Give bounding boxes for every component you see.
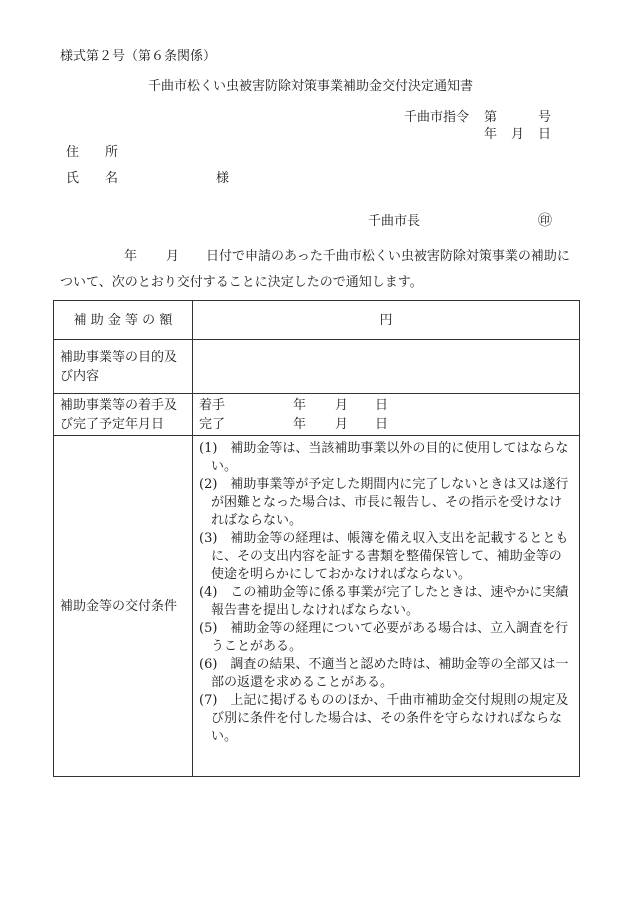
amount-label: 補 助 金 等 の 額 xyxy=(54,301,193,340)
doc-number-go: 号 xyxy=(538,110,552,125)
schedule-row xyxy=(54,394,580,436)
condition-item: (5) 補助金等の経理について必要がある場合は、立入調査を行うことがある。 xyxy=(199,621,569,654)
schedule-end xyxy=(199,415,573,434)
doc-number-issuer: 千曲市指令 xyxy=(404,110,470,125)
end-label: 完了 xyxy=(199,416,226,432)
schedule-start xyxy=(199,396,573,415)
intro-line2: ついて、次のとおり交付することに決定したので通知します。 xyxy=(60,275,423,290)
date-month: 月 xyxy=(511,127,525,142)
form-number: 様式第２号（第６条関係） xyxy=(60,49,217,64)
purpose-label: 補助事業等の目的及び内容 xyxy=(54,340,193,394)
intro-month: 月 xyxy=(166,249,180,264)
condition-item: (4) この補助金等に係る事業が完了したときは、速やかに実績報告書を提出しなければならない。 xyxy=(199,585,569,618)
start-month: 月 xyxy=(335,397,349,413)
seal-mark: ㊞ xyxy=(538,213,552,229)
date-day: 日 xyxy=(538,127,552,142)
address-label: 住 所 xyxy=(66,145,119,160)
end-month: 月 xyxy=(335,416,349,432)
conditions-label: 補助金等の交付条件 xyxy=(54,436,193,777)
end-year: 年 xyxy=(293,416,307,432)
date-year: 年 xyxy=(484,127,498,142)
amount-row xyxy=(54,301,580,340)
subsidy-table xyxy=(53,300,580,777)
schedule-value xyxy=(193,394,580,436)
conditions-row xyxy=(54,436,580,777)
purpose-row xyxy=(54,340,580,394)
sender-name: 千曲市長 xyxy=(368,214,421,229)
condition-item: (1) 補助金等は、当該補助事業以外の目的に使用してはならない。 xyxy=(199,441,569,474)
schedule-label: 補助事業等の着手及び完了予定年月日 xyxy=(54,394,193,436)
start-label: 着手 xyxy=(199,397,226,413)
conditions-value xyxy=(193,436,580,777)
document-title: 千曲市松くい虫被害防除対策事業補助金交付決定通知書 xyxy=(148,79,474,94)
name-label: 氏 名 xyxy=(66,171,119,186)
sama-label: 様 xyxy=(216,171,230,186)
condition-item: (3) 補助金等の経理は、帳簿を備え収入支出を記載するとともに、その支出内容を証する書類を整備保管して、補助金等の使途を明らかにしておかなければならない。 xyxy=(199,531,569,582)
intro-line1: 日付で申請のあった千曲市松くい虫被害防除対策事業の補助に xyxy=(206,249,570,264)
start-day: 日 xyxy=(375,397,389,413)
condition-item: (7) 上記に掲げるもののほか、千曲市補助金交付規則の規定及び別に条件を付した場合は、その条件を守らなければならない。 xyxy=(199,693,569,744)
intro-year: 年 xyxy=(124,249,138,264)
end-day: 日 xyxy=(375,416,389,432)
condition-item: (2) 補助事業等が予定した期間内に完了しないときは又は遂行が困難となった場合は、市長に報告し、その指示を受けなければならない。 xyxy=(199,477,569,528)
purpose-value xyxy=(193,340,580,394)
start-year: 年 xyxy=(293,397,307,413)
doc-number-dai: 第 xyxy=(484,110,498,125)
condition-item: (6) 調査の結果、不適当と認めた時は、補助金等の全部又は一部の返還を求めることがある。 xyxy=(199,657,569,690)
conditions-list xyxy=(199,440,573,746)
amount-unit: 円 xyxy=(193,301,580,340)
